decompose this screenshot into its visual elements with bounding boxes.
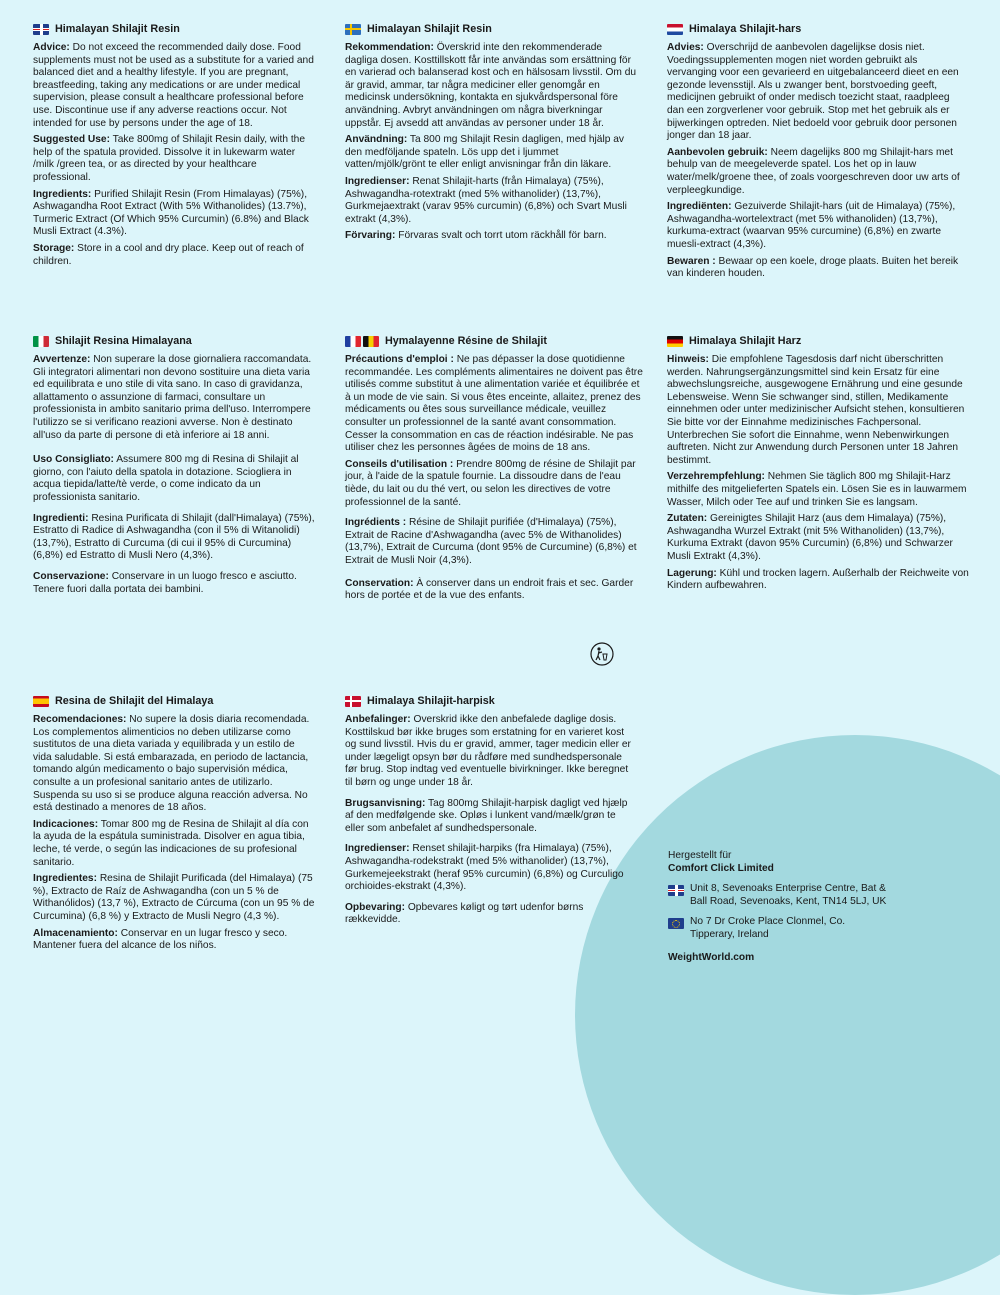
advice: Anbefalinger: Overskrid ikke den anbefalede daglige dosis. Kosttilskud bør ikke bruges som erstatning for en varieret kost og sund livsstil. Hvis du er gravid, ammer, tager medicin eller er under lægeligt opsyn bør du rådføre med sundhedspersonale før brug. Stop indtag ved eventuelle bivirkninger. Ikke beregnet til børn og unge under 18 år. — [345, 714, 631, 788]
advice: Avvertenze: Non superare la dose giornaliera raccomandata. Gli integratori alimentari non devono sostituire una dieta varia ed equilibrata e uno stile di vita sano. In caso di gravidanza, allattamento o assunzione di farmaci, consultare un professionista in ambito sanitario prima dell'uso. Interrompere l'utilizzo se si verificano reazioni avverse. Non è destinato all'uso da parte di persone di età inferiore ai 18 anni. — [33, 354, 312, 441]
belgium-flag-icon — [363, 336, 379, 347]
uk-flag-icon — [33, 24, 49, 35]
spain-flag-icon — [33, 696, 49, 707]
company-name: Comfort Click Limited — [668, 862, 774, 874]
netherlands-flag-icon — [667, 24, 683, 35]
uk-address: Unit 8, Sevenoaks Enterprise Centre, Bat & Ball Road, Sevenoaks, Kent, TN14 5LJ, UK — [690, 883, 887, 907]
denmark-flag-icon — [345, 696, 361, 707]
advice: Recomendaciones: No supere la dosis diaria recomendada. Los complementos alimenticios no deben utilizarse como sustitutos de una dieta variada y equilibrada y un estilo de vida saludable. Si está embarazada, en periodo de lactancia, tomando algún medicamento o bajo supervisión médica, consulte a un profesional sanitario antes de utilizarlo. Suspenda su uso si se produce alguna reacción adversa. No está destinado a menores de 18 años. — [33, 714, 310, 814]
germany-flag-icon — [667, 336, 683, 347]
france-flag-icon — [345, 336, 361, 347]
eu-address-row — [668, 916, 888, 941]
uk-address-row — [668, 883, 888, 908]
ingredients: Ingredienti: Resina Purificata di Shilajit (dall'Himalaya) (75%), Estratto di Radice di Ashwagandha (con il 5% di Witanolidi) (13,7%), Estratto di Curcuma (di cui il 95% di Curcumina) (6,8%) ed Estratto di Musli Nero (4,3%). — [33, 512, 315, 562]
decorative-circle — [575, 735, 1000, 1295]
section-title: Hymalayenne Résine de Shilajit — [345, 334, 643, 348]
storage: Opbevaring: Opbevares køligt og tørt udenfor børns rækkevidde. — [345, 901, 584, 926]
suggested-use: Conseils d'utilisation : Prendre 800mg de résine de Shilajit par jour, à l'aide de la spatule fournie. La dissoudre dans de l'eau tiède, du lait ou du thé vert, ou selon les directives de votre professionnel de la santé. — [345, 458, 636, 508]
suggested-use: Indicaciones: Tomar 800 mg de Resina de Shilajit al día con la ayuda de la espátula suministrada. Disolver en agua tibia, leche, té verde, o según las indicaciones de su profesional sanitario. — [33, 818, 309, 868]
suggested-use: Verzehrempfehlung: Nehmen Sie täglich 800 mg Shilajit-Harz mithilfe des mitgelieferten Spatels ein. Lösen Sie es in lauwarmem Wasser, Milch oder Tee auf und trinken Sie es langsam. — [667, 471, 967, 508]
storage: Conservazione: Conservare in un luogo fresco e asciutto. Tenere fuori dalla portata dei bambini. — [33, 570, 297, 595]
eu-flag-icon — [668, 918, 684, 929]
suggested-use: Aanbevolen gebruik: Neem dagelijks 800 mg Shilajit-hars met behulp van de meegeleverde spatel. Los het op in lauw water/melk/groene thee, of zoals voorgeschreven door uw arts of verpleegkundige. — [667, 146, 960, 196]
advice: Rekommendation: Överskrid inte den rekommenderade dagliga dosen. Kosttillskott får inte användas som ersättning för en varierad och balanserad kost och en hälsosam livsstil. Om du är gravid, ammar, tar några mediciner eller genomgår en medicinsk undersökning, kontakta en sjukvårdspersonal före användning. Avbryt användningen om några biverkningar uppstår. Ej avsedd att användas av personer under 18 år. — [345, 42, 637, 129]
suggested-use: Brugsanvisning: Tag 800mg Shilajit-harpisk dagligt ved hjælp af den medfølgende ske. Opløs i lunkent vand/mælk/grøn te eller som anbefalet af sundhedspersonale. — [345, 797, 628, 834]
section-title: Himalaya Shilajit-harpisk — [345, 694, 635, 708]
ingredients: Ingredienser: Renat Shilajit-harts (från Himalaya) (75%), Ashwagandha-rotextrakt (med 5% withanolider) (13,7%), Gurkmejaextrakt (varav 95% curcumin) (6,8%) och Svart Musli extrakt (4,3%). — [345, 175, 627, 225]
advice: Hinweis: Die empfohlene Tagesdosis darf nicht überschritten werden. Nahrungsergänzungsmittel sind kein Ersatz für eine abwechslungsreiche, ausgewogene Ernährung und eine gesunde Lebensweise. Wenn Sie schwanger sind, stillen, Medikamente einnehmen oder unter medizinischer Aufsicht stehen, konsultieren Sie bitte vor der Einnahme medizinisches Fachpersonal. Unterbrechen Sie sofort die Einnahme, wenn Nebenwirkungen auftreten. Nicht zur Anwendung durch Personen unter 18 Jahren bestimmt. — [667, 354, 965, 466]
section-da — [345, 694, 635, 931]
manufactured-for-label: Hergestellt für — [668, 850, 732, 861]
italy-flag-icon — [33, 336, 49, 347]
brand-website: WeightWorld.com — [668, 951, 755, 963]
ingredients: Ingredientes: Resina de Shilajit Purificada (del Himalaya) (75 %), Extracto de Raíz de Ashwagandha (con un 5 % de Withanólidos) (13,7 %), Extracto de Cúrcuma (con un 95 % de Curcumina) (6,8 %) y Extracto de Musli Negro (4,3 %). — [33, 873, 315, 922]
ingredients: Zutaten: Gereinigtes Shilajit Harz (aus dem Himalaya) (75%), Ashwagandha Wurzel Extrakt (mit 5% Withanoliden) (13,7%), Kurkuma Extrakt (davon 95% Curcumin) (6,8%) und Schwarzer Musli Extrakt (4,3%). — [667, 513, 953, 562]
storage: Bewaren : Bewaar op een koele, droge plaats. Buiten het bereik van kinderen houden. — [667, 255, 959, 280]
ingredients: Ingredienser: Renset shilajit-harpiks (fra Himalaya) (75%), Ashwagandha-rodekstrakt (med 5% withanolider) (13,7%), Gurkemejeekstrakt (heraf 95% curcumin) (6,8%) og Curculigo orchioides-ekstrakt (4,3%). — [345, 843, 624, 893]
tidyman-recycle-icon — [590, 642, 614, 666]
manufacturer-block — [668, 850, 888, 964]
ingredients: Ingredients: Purified Shilajit Resin (From Himalayas) (75%), Ashwagandha Root Extract (With 5% Withanolides) (13.7%), Turmeric Extract (Of Which 95% Curcumin) (6.8%) and Black Musli Extract (4.3%). — [33, 188, 309, 238]
section-title: Himalayan Shilajit Resin — [345, 22, 637, 36]
section-title: Himalayan Shilajit Resin — [33, 22, 315, 36]
storage: Lagerung: Kühl und trocken lagern. Außerhalb der Reichweite von Kindern aufbewahren. — [667, 567, 969, 592]
section-title: Himalaya Shilajit Harz — [667, 334, 972, 348]
section-title: Shilajit Resina Himalayana — [33, 334, 315, 348]
suggested-use: Uso Consigliato: Assumere 800 mg di Resina di Shilajit al giorno, con l'aiuto della spatola in dotazione. Sciogliera in acqua tiepida/latte/tè verde, o come indicato da un professionista sanitario. — [33, 454, 299, 503]
advice: Advies: Overschrijd de aanbevolen dagelijkse dosis niet. Voedingssupplementen mogen niet worden gebruikt als vervanging voor een gevarieerd en uitgebalanceerd dieet en een gezonde levensstijl. Als u zwanger bent, borstvoeding geeft, medicijnen gebruikt of onder medisch toezicht staat, raadpleeg dan een zorgverlener voor gebruik. Stop met het gebruik als er bijwerkingen optreden. Niet bedoeld voor gebruik door personen jonger dan 18 jaar. — [667, 42, 959, 142]
section-de — [667, 334, 972, 597]
eu-address: No 7 Dr Croke Place Clonmel, Co. Tipperary, Ireland — [690, 916, 846, 940]
storage: Almacenamiento: Conservar en un lugar fresco y seco. Mantener fuera del alcance de los niños. — [33, 927, 288, 952]
suggested-use: Suggested Use: Take 800mg of Shilajit Resin daily, with the help of the spatula provided. Dissolve it in lukewarm water /milk /green tea, or as directed by your healthcare professional. — [33, 134, 305, 183]
section-fr — [345, 334, 643, 607]
storage: Förvaring: Förvaras svalt och torrt utom räckhåll för barn. — [345, 230, 607, 242]
ingredients: Ingrédients : Résine de Shilajit purifiée (d'Himalaya) (75%), Extrait de Racine d'Ashwagandha (avec 5% de Withanolides) (13,7%), Extrait de Curcuma (dont 95% de Curcumine) (6,8%) et Extrait de Musli Noir (4,3%). — [345, 517, 637, 566]
section-es — [33, 694, 315, 957]
ingredients: Ingrediënten: Gezuiverde Shilajit-hars (uit de Himalaya) (75%), Ashwagandha-wortelextract (met 5% withanoliden) (13,7%), kurkuma-extract (waarvan 95% curcumine) (6,8%) en zwarte muesli-extract (4,3%). — [667, 201, 956, 250]
section-it — [33, 334, 315, 600]
suggested-use: Användning: Ta 800 mg Shilajit Resin dagligen, med hjälp av den medföljande spateln. Lös upp det i ljummet vatten/mjölk/grönt te eller enligt anvisningar från din läkare. — [345, 134, 624, 171]
section-title: Himalaya Shilajit-hars — [667, 22, 967, 36]
advice: Advice: Do not exceed the recommended daily dose. Food supplements must not be used as a substitute for a varied and balanced diet and a healthy lifestyle. If you are pregnant, breastfeeding, taking any medications or are under medical supervision, please consult a healthcare professional before use. Discontinue use if any adverse reactions occur. Not intended for use by persons under the age of 18. — [33, 42, 314, 129]
section-en — [33, 22, 315, 272]
storage: Storage: Store in a cool and dry place. Keep out of reach of children. — [33, 242, 304, 267]
section-nl — [667, 22, 967, 285]
section-title: Resina de Shilajit del Himalaya — [33, 694, 315, 708]
advice: Précautions d'emploi : Ne pas dépasser la dose quotidienne recommandée. Les compléments alimentaires ne doivent pas être utilisés comme substitut à une alimentation variée et équilibrée et à un mode de vie sain. Si vous êtes enceinte, allaitez, prenez des médicaments ou êtes sous surveillance médicale, veuillez consulter un professionnel de la santé avant consommation. Cesser la consommation en cas de réaction indésirable. Ne pas utiliser chez les personnes âgées de moins de 18 ans. — [345, 354, 643, 454]
sweden-flag-icon — [345, 24, 361, 35]
section-sv — [345, 22, 637, 247]
uk-flag-icon — [668, 885, 684, 896]
storage: Conservation: À conserver dans un endroit frais et sec. Garder hors de portée et de la vue des enfants. — [345, 577, 634, 602]
